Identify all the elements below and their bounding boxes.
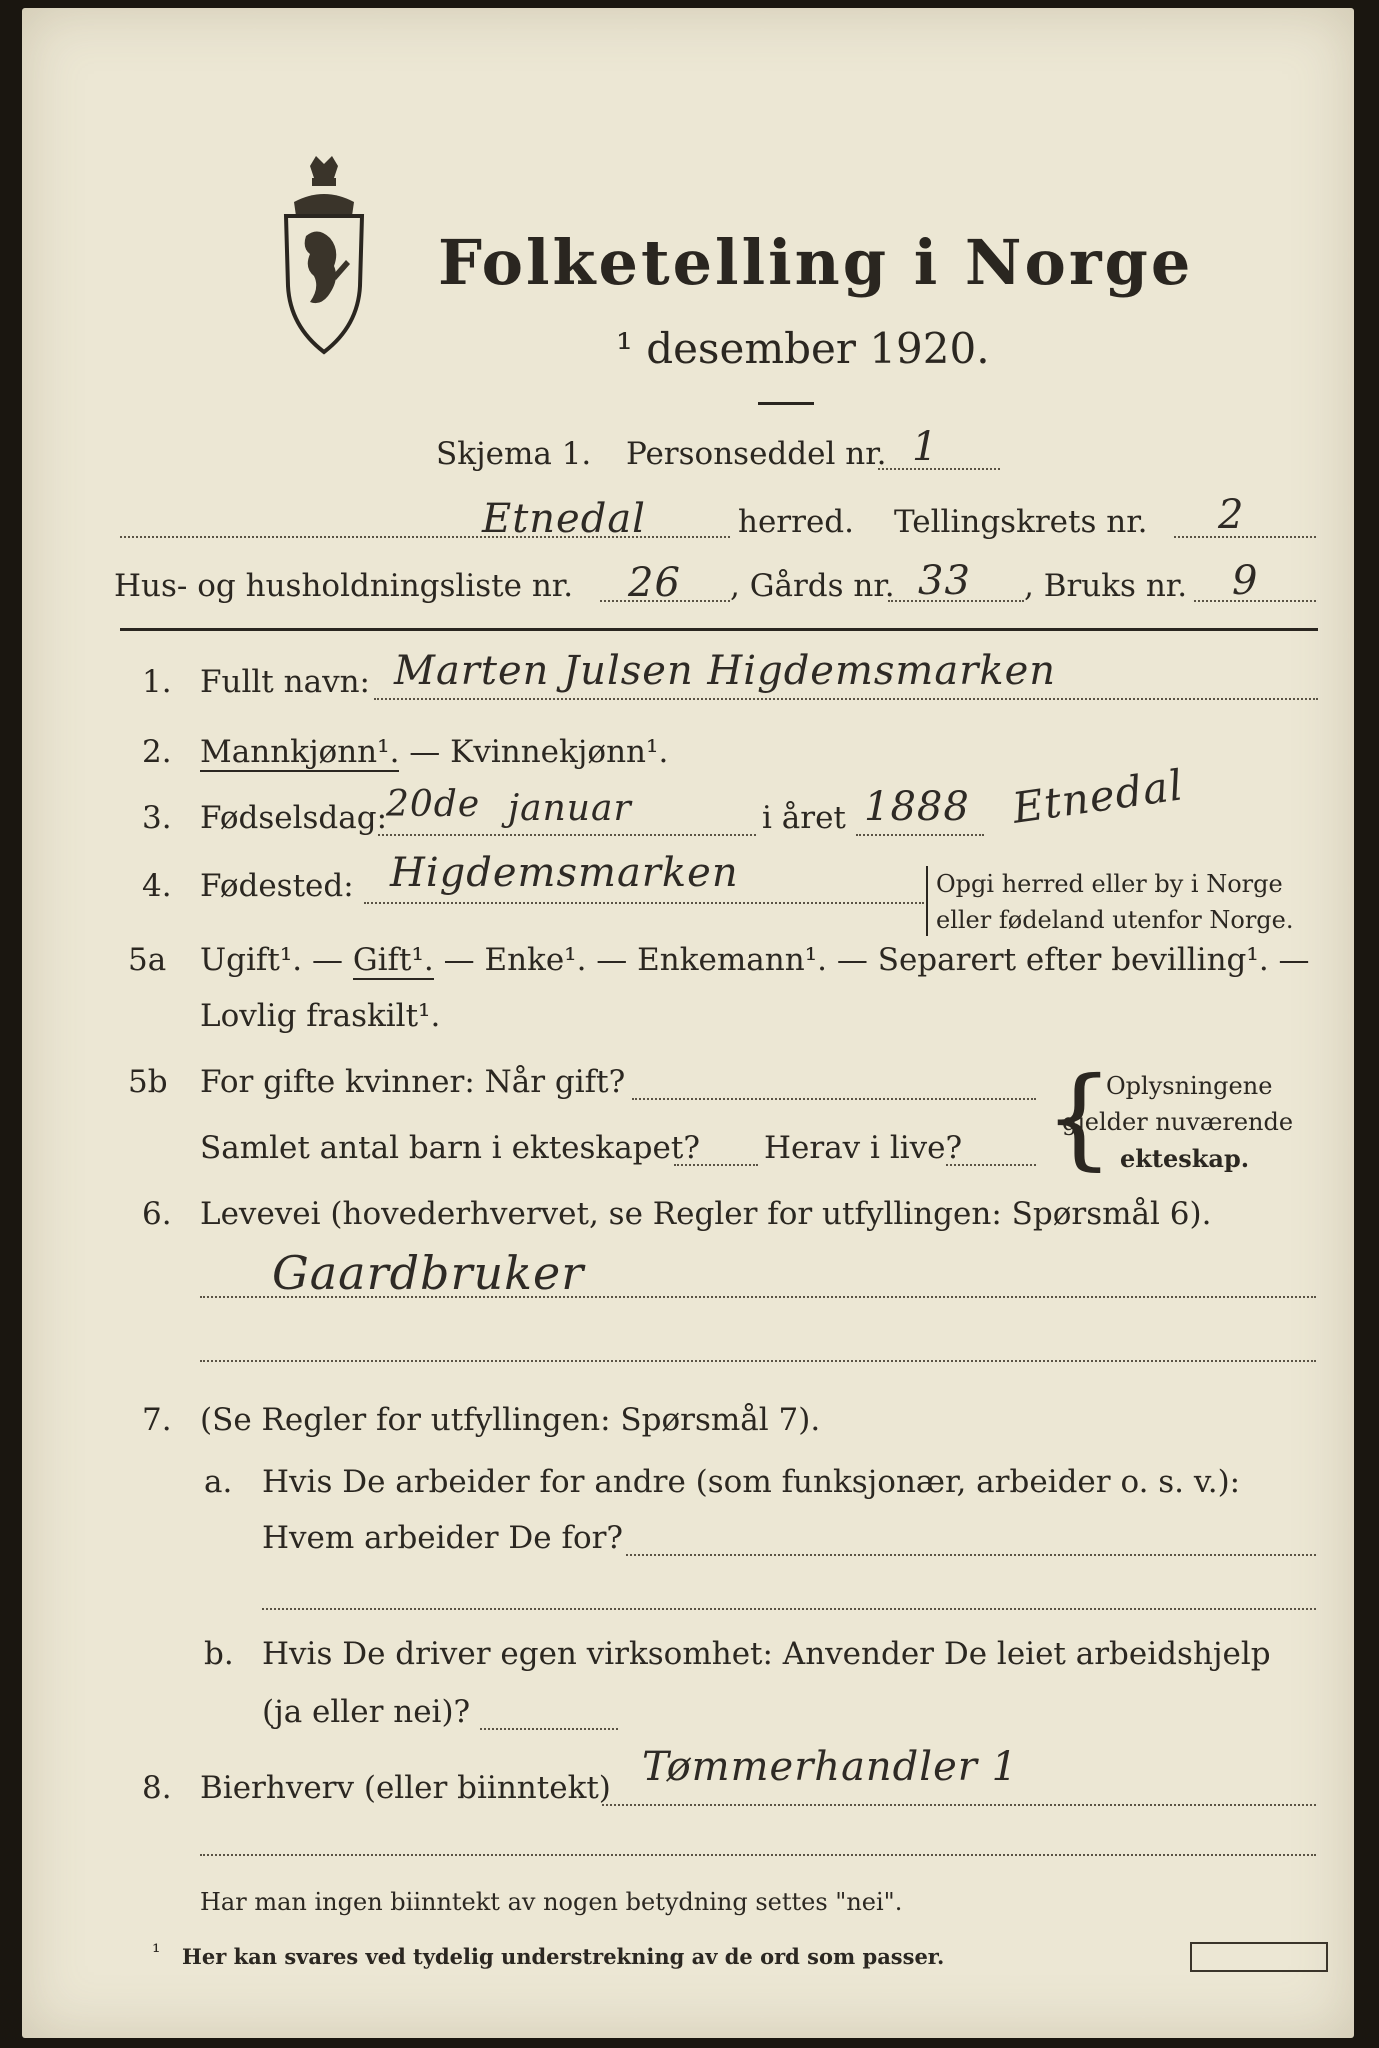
title-divider [758,402,814,405]
q1-answer: Marten Julsen Higdemsmarken [394,648,1056,694]
q7a-line-2: Hvem arbeider De for? [262,1520,624,1556]
q6-line-1 [200,1296,1316,1298]
q7a-line-1: Hvis De arbeider for andre (som funksjonær, arbeider o. s. v.): [262,1464,1241,1500]
tellingskrets-label: Tellingskrets nr. [894,504,1148,540]
q2-male-text: Mannkjønn¹. [200,734,400,770]
herred-label: herred. [738,504,854,540]
q4-answer: Higdemsmarken [390,850,739,896]
q4-note-bracket [926,866,928,936]
census-form [22,8,1354,2038]
hus-label: Hus- og husholdningsliste nr. [114,568,574,604]
personseddel-line [878,468,1000,470]
q6-answer: Gaardbruker [272,1246,585,1300]
q7-label: (Se Regler for utfyllingen: Spørsmål 7). [200,1402,821,1438]
q5a-dash-4: — [827,942,878,978]
q5a-enkemann: Enkemann¹. [637,942,827,978]
q7-number: 7. [142,1402,172,1438]
q6-label: Levevei (hovederhvervet, se Regler for utfyllingen: Spørsmål 6). [200,1196,1212,1232]
q3-extra: Etnedal [1009,760,1187,833]
q5b-note-2: gjelder nuværende [1062,1108,1294,1136]
q3-year-line [856,834,984,836]
q5a-fraskilt: Lovlig fraskilt¹. [200,998,441,1034]
q5b-note-3: ekteskap. [1120,1144,1250,1173]
bruks-value: 9 [1232,558,1259,604]
q5a-gift: Gift¹. [352,942,434,978]
herred-value: Etnedal [482,496,646,542]
q3-label: Fødselsdag: [200,800,388,836]
q5b-herav: Herav i live? [764,1130,963,1166]
q2-female-text: Kvinnekjønn¹. [450,734,669,770]
q8-answer: Tømmerhandler 1 [642,1744,1019,1790]
q4-line [364,902,924,904]
coat-of-arms-icon [280,156,368,358]
tellingskrets-value: 2 [1218,492,1245,538]
footnote: Her kan svares ved tydelig understrekning av de ord som passer. [182,1944,945,1969]
q5b-herav-line [946,1164,1036,1166]
q5a-separert: Separert efter bevilling¹. [877,942,1269,978]
q8-line-2 [200,1854,1316,1856]
q7a-line [626,1554,1316,1556]
q5b-gift-line [632,1098,1036,1100]
q3-month: januar [508,788,632,829]
q7b-letter: b. [204,1636,234,1672]
q6-number: 6. [142,1196,172,1232]
personseddel-label: Personseddel nr. [626,436,887,472]
form-title: Folketelling i Norge [438,226,1194,299]
q5a-dash-2: — [433,942,485,978]
q8-label: Bierhverv (eller biinntekt) [200,1770,611,1806]
q7b-line-2: (ja eller nei)? [262,1694,471,1730]
q5a-enke: Enke¹. [484,942,587,978]
q5b-line-1: For gifte kvinner: Når gift? [200,1064,626,1100]
ingen-note: Har man ingen biinntekt av nogen betydning settes "nei". [200,1888,903,1916]
gards-label: , Gårds nr. [730,568,895,604]
q7a-line-extra [262,1608,1316,1610]
q5b-barn-line [674,1164,758,1166]
q3-date-line [378,834,756,836]
q5a-number: 5a [128,942,167,978]
q5b-line-2: Samlet antal barn i ekteskapet? [200,1130,700,1166]
bruks-label: , Bruks nr. [1024,568,1188,604]
q2-male [200,734,668,770]
q3-day: 20de [386,784,481,825]
q5b-brace: { [1044,1053,1114,1181]
q1-number: 1. [142,664,172,700]
q3-year: 1888 [864,784,970,830]
q2-number: 2. [142,734,172,770]
q5b-note-1: Oplysningene [1106,1072,1273,1100]
q6-line-2 [200,1360,1316,1362]
q5a-ugift: Ugift¹. [200,942,303,978]
q7b-line-1: Hvis De driver egen virksomhet: Anvender De leiet arbeidshjelp [262,1636,1271,1672]
q1-line [374,698,1318,700]
q4-number: 4. [142,868,172,904]
gards-value: 33 [918,558,971,604]
q4-label: Fødested: [200,868,354,904]
q5a-dash-3: — [586,942,638,978]
tellingskrets-line [1174,536,1316,538]
footnote-mark: ¹ [152,1940,161,1964]
q5a-options [200,942,1310,978]
census-date: ¹ desember 1920. [616,324,990,373]
q7a-letter: a. [204,1464,233,1500]
q2-separator: — [399,734,451,770]
q8-line [602,1804,1316,1806]
q4-note-2: eller fødeland utenfor Norge. [936,906,1294,934]
schema-label: Skjema 1. [436,436,592,472]
personseddel-value: 1 [912,424,939,470]
q1-label: Fullt navn: [200,664,370,700]
q7b-line [480,1728,618,1730]
printer-stamp [1190,1942,1328,1972]
q3-number: 3. [142,800,172,836]
q5a-dash-5: — [1268,942,1310,978]
header-rule [120,628,1318,631]
q8-number: 8. [142,1770,172,1806]
q5a-dash-1: — [302,942,353,978]
q4-note-1: Opgi herred eller by i Norge [936,870,1283,898]
q3-year-label: i året [762,800,846,836]
q5b-number: 5b [128,1064,168,1100]
hus-value: 26 [628,560,681,606]
